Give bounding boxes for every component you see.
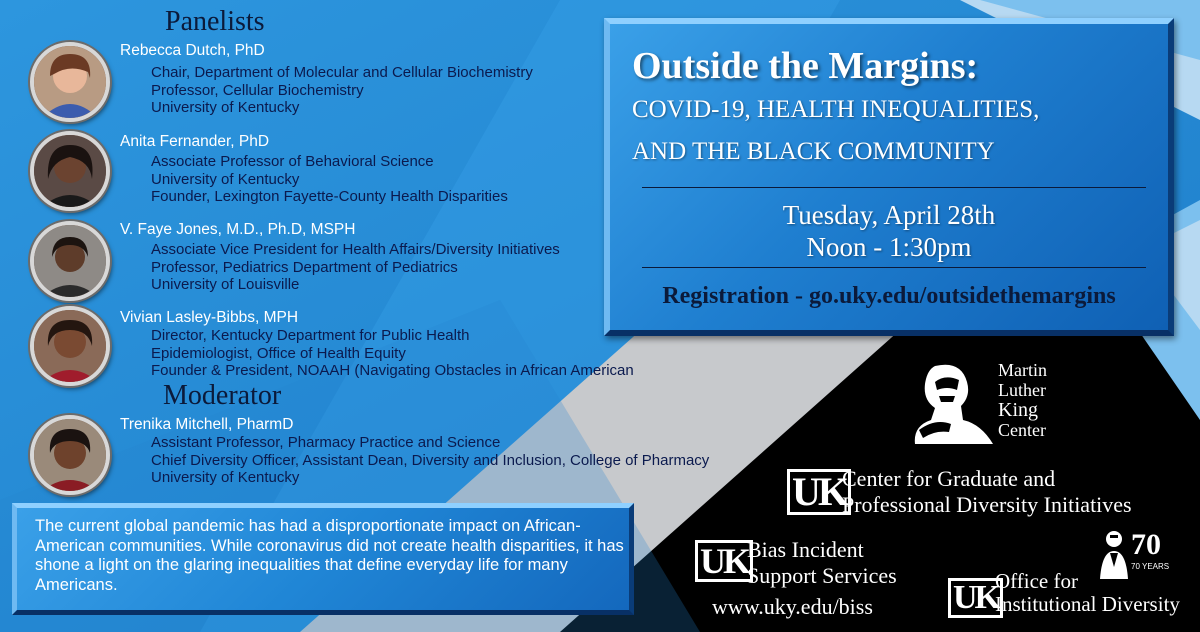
panelist-photo xyxy=(30,42,110,122)
panelist-photo xyxy=(30,131,110,211)
divider xyxy=(642,187,1146,188)
panelist-detail: Founder, Lexington Fayette-County Health Disparities xyxy=(151,188,508,205)
bias-name xyxy=(747,537,897,589)
panelist-name: V. Faye Jones, M.D., Ph.D, MSPH xyxy=(120,221,356,238)
panelist-photo xyxy=(30,306,110,386)
event-subtitle-line2: AND THE BLACK COMMUNITY xyxy=(632,138,995,165)
oid-line: Office for xyxy=(995,569,1078,593)
registration-link[interactable]: Registration - go.uky.edu/outsidethemargins xyxy=(662,283,1116,309)
event-title-box xyxy=(604,18,1174,336)
panelist-name: Anita Fernander, PhD xyxy=(120,133,270,150)
person-icon xyxy=(34,46,106,118)
person-icon xyxy=(34,135,106,207)
mlk-line: King xyxy=(998,399,1038,421)
panelist-detail: Chair, Department of Molecular and Cellular Biochemistry xyxy=(151,64,533,81)
uk-logo-icon xyxy=(695,540,753,582)
person-icon xyxy=(34,419,106,491)
moderator-detail: University of Kentucky xyxy=(151,469,300,486)
panelist-name: Vivian Lasley-Bibbs, MPH xyxy=(120,309,299,326)
moderator-detail: Assistant Professor, Pharmacy Practice and Science xyxy=(151,434,501,451)
panelist-detail: University of Louisville xyxy=(151,276,300,293)
panelist-photo xyxy=(30,221,110,301)
person-icon xyxy=(34,225,106,297)
panelists-heading: Panelists xyxy=(165,6,265,37)
quote-text: The current global pandemic has had a disproportionate impact on African-American communities. While coronavirus did not create health disparities, it has shone a light on the glaring inequalities that define everyday life for many Americans. xyxy=(35,517,624,594)
panelist-detail: Epidemiologist, Office of Health Equity xyxy=(151,344,406,362)
oid-name xyxy=(995,570,1180,616)
event-title: Outside the Margins: xyxy=(632,45,979,87)
person-icon xyxy=(34,310,106,382)
mlk-line: Center xyxy=(998,420,1046,440)
uk-mark: UK xyxy=(787,469,851,515)
mlk-center-name xyxy=(998,360,1047,440)
uk-mark: UK xyxy=(695,540,753,582)
bias-url-link[interactable]: www.uky.edu/biss xyxy=(712,594,873,619)
years-badge: 70 xyxy=(1131,528,1161,561)
mlk-line: Martin xyxy=(998,360,1047,380)
cgpdi-line: Center for Graduate and xyxy=(842,466,1056,491)
moderator-heading: Moderator xyxy=(163,380,282,411)
event-time: Noon - 1:30pm xyxy=(806,232,972,262)
bias-line: Bias Incident xyxy=(747,537,864,562)
panelist-detail: Professor, Pediatrics Department of Pediatrics xyxy=(151,258,458,276)
panelist-detail: Director, Kentucky Department for Public Health xyxy=(151,327,470,344)
years-badge-sub: 70 YEARS xyxy=(1131,562,1170,571)
cgpdi-line: Professional Diversity Initiatives xyxy=(842,492,1132,517)
cgpdi-name xyxy=(842,466,1132,518)
panelist-detail: Associate Vice President for Health Affairs/Diversity Initiatives xyxy=(151,241,560,258)
panelist-detail: University of Kentucky xyxy=(151,99,300,116)
quote-box xyxy=(12,503,634,615)
moderator-name: Trenika Mitchell, PharmD xyxy=(120,416,294,433)
moderator-photo xyxy=(30,415,110,495)
panelist-detail: Associate Professor of Behavioral Science xyxy=(151,153,434,170)
mlk-line: Luther xyxy=(998,380,1046,400)
panelist-detail: University of Kentucky xyxy=(151,170,300,188)
mlk-portrait-icon xyxy=(905,360,995,446)
uk-mark: UK xyxy=(948,578,1003,618)
panelist-name: Rebecca Dutch, PhD xyxy=(120,42,265,59)
panelist-detail: Professor, Cellular Biochemistry xyxy=(151,81,364,99)
bias-line: Support Services xyxy=(747,563,897,588)
event-date: Tuesday, April 28th xyxy=(782,200,996,230)
divider xyxy=(642,267,1146,268)
panelist-detail: Founder & President, NOAAH (Navigating Obstacles in African American xyxy=(151,362,634,379)
moderator-detail: Chief Diversity Officer, Assistant Dean, Diversity and Inclusion, College of Pharmacy xyxy=(151,451,710,469)
oid-line: Institutional Diversity xyxy=(995,592,1180,616)
event-subtitle-line1: COVID-19, HEALTH INEQUALITIES, xyxy=(632,96,1040,123)
